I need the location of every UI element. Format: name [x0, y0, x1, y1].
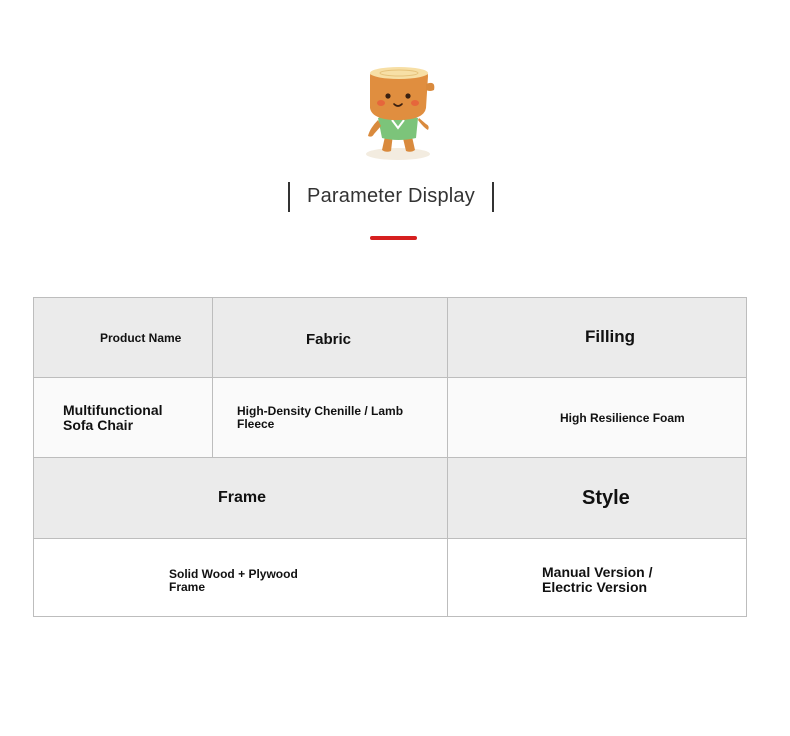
section-title-block: [288, 182, 494, 212]
fabric-value: High-Density Chenille / Lamb Fleece: [237, 404, 404, 431]
frame-label: Frame: [218, 489, 267, 507]
fabric-label: Fabric: [306, 330, 352, 348]
grid-divider: [34, 538, 746, 539]
value-cell-product-name: [34, 378, 212, 458]
title-right-bar: [492, 182, 494, 212]
style-value: Manual Version / Electric Version: [542, 564, 653, 595]
grid-divider: [212, 298, 213, 458]
style-label: Style: [582, 487, 630, 509]
value-cell-fabric: [212, 378, 447, 458]
section-title: Parameter Display: [307, 185, 475, 207]
filling-label: Filling: [585, 327, 636, 347]
frame-value: Solid Wood + Plywood Frame: [169, 566, 298, 594]
parameter-table: [33, 297, 747, 617]
header-cell-style: [447, 458, 746, 539]
value-cell-style: [447, 539, 746, 616]
value-cell-frame: [34, 539, 447, 616]
header-cell-frame: [34, 458, 447, 539]
filling-value: High Resilience Foam: [560, 410, 685, 425]
mascot-illustration: [356, 62, 440, 162]
value-cell-filling: [447, 378, 746, 458]
header-cell-product-name: [34, 298, 212, 378]
header-cell-fabric: [212, 298, 447, 378]
grid-divider: [34, 377, 746, 378]
grid-divider: [34, 457, 746, 458]
product-name-label: Product Name: [100, 330, 182, 345]
header-cell-filling: [447, 298, 746, 378]
product-name-value: Multifunctional Sofa Chair: [63, 402, 163, 433]
title-accent-underline: [370, 236, 417, 240]
